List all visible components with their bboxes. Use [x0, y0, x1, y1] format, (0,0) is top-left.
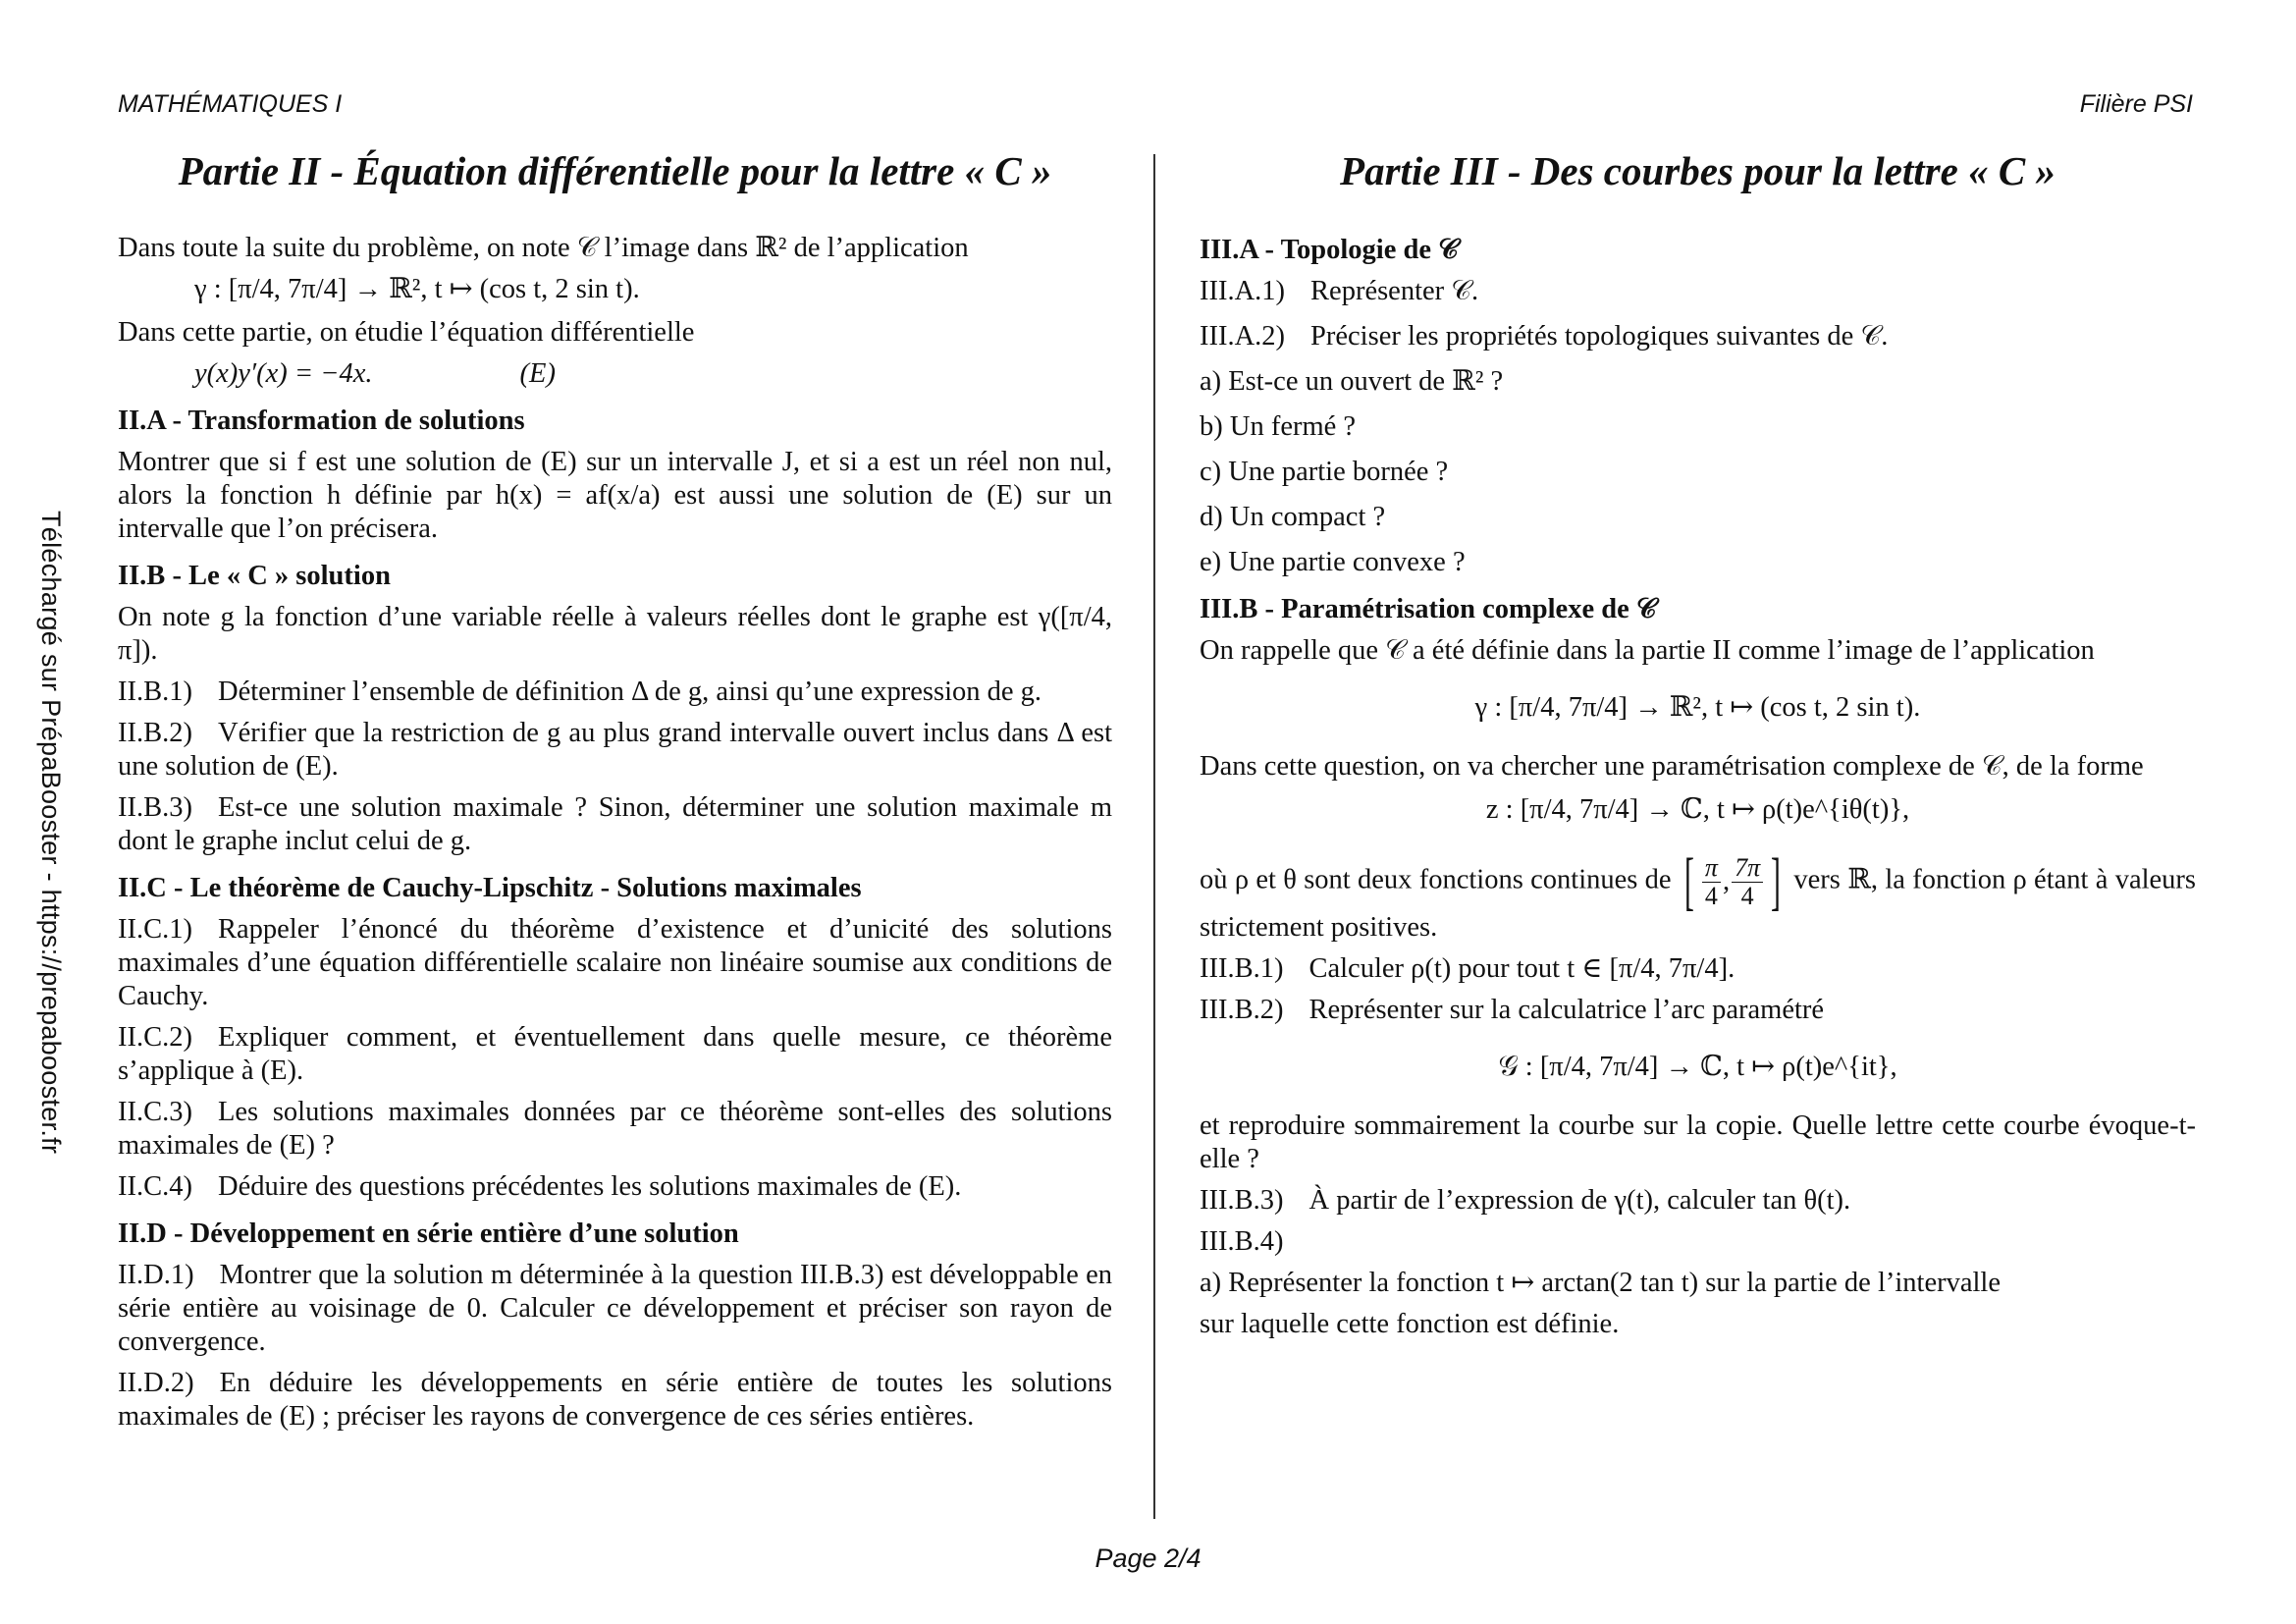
question-ii-c-2: [118, 1021, 1112, 1088]
question-label: II.C.4): [118, 1171, 192, 1202]
question-label: II.D.1): [118, 1260, 194, 1290]
question-text: Représenter 𝒞.: [1310, 276, 1479, 306]
section-iii-b-intro: On rappelle que 𝒞 a été définie dans la partie II comme l’image de l’application: [1200, 635, 2095, 666]
question-text: En déduire les développements en série entière de toutes les solutions maximales de (E) ; préciser les rayons de convergence de ces séries entières.: [118, 1368, 1112, 1432]
question-ii-c-3: [118, 1096, 1112, 1163]
section-ii-d-title: II.D - Développement en série entière d’une solution: [118, 1218, 739, 1249]
section-iii-a-title: III.A - Topologie de 𝒞: [1200, 235, 1459, 265]
question-text: Calculer ρ(t) pour tout t ∈ [π/4, 7π/4].: [1308, 953, 1735, 984]
section-iii-b-title: III.B - Paramétrisation complexe de 𝒞: [1200, 594, 1657, 624]
part-iii-title: Partie III - Des courbes pour la lettre « C »: [1340, 148, 2056, 193]
question-ii-d-1: [118, 1259, 1112, 1359]
question-iii-b-4-a-end: sur laquelle cette fonction est définie.: [1200, 1309, 1620, 1339]
question-text: Déterminer l’ensemble de définition Δ de g, ainsi qu’une expression de g.: [217, 677, 1042, 707]
question-label: III.B.3): [1200, 1185, 1284, 1216]
question-iii-a-2: [1200, 320, 2196, 353]
gamma-formula: γ : [π/4, 7π/4] → ℝ², t ↦ (cos t, 2 sin t).: [194, 274, 640, 304]
after-g-text: et reproduire sommairement la courbe sur la copie. Quelle lettre cette courbe évoque-t-elle ?: [1200, 1110, 2196, 1174]
question-label: II.B.1): [118, 677, 192, 707]
topology-item-e: e) Une partie convexe ?: [1200, 547, 1466, 577]
question-text: Expliquer comment, et éventuellement dans quelle mesure, ce théorème s’applique à (E).: [118, 1022, 1112, 1086]
question-text: À partir de l’expression de γ(t), calculer tan θ(t).: [1308, 1185, 1851, 1216]
question-ii-c-1: [118, 913, 1112, 1013]
question-label: II.C.2): [118, 1022, 192, 1053]
part-ii-title: Partie II - Équation différentielle pour la lettre « C »: [178, 148, 1052, 193]
question-text: Est-ce une solution maximale ? Sinon, déterminer une solution maximale m dont le graphe inclut celui de g.: [118, 792, 1112, 856]
question-label: II.D.2): [118, 1368, 194, 1398]
gamma-definition-recall: [1200, 691, 2196, 725]
section-ii-b-intro: On note g la fonction d’une variable réelle à valeurs réelles dont le graphe est γ([π/4, π]).: [118, 602, 1112, 666]
g-formula: 𝒢 : [π/4, 7π/4] → ℂ, t ↦ ρ(t)e^{it},: [1498, 1052, 1897, 1082]
section-ii-a-title: II.A - Transformation de solutions: [118, 406, 525, 436]
intro-3-part-a: où ρ et θ sont deux fonctions continues de: [1200, 864, 1672, 895]
question-iii-b-4: [1200, 1225, 2196, 1259]
intro-paragraph-2: Dans cette partie, on étudie l’équation différentielle: [118, 317, 695, 348]
question-label: II.C.1): [118, 914, 192, 945]
question-ii-d-2: [118, 1367, 1112, 1434]
question-iii-a-1: [1200, 275, 2196, 308]
question-label: II.C.3): [118, 1097, 192, 1127]
header-track: Filière PSI: [2079, 90, 2193, 118]
header-subject: MATHÉMATIQUES I: [118, 90, 343, 118]
question-label: III.B.2): [1200, 995, 1284, 1025]
g-curve-definition: [1200, 1051, 2196, 1084]
question-label: III.B.1): [1200, 953, 1284, 984]
question-label: III.A.1): [1200, 276, 1286, 306]
question-text: Représenter sur la calculatrice l’arc paramétré: [1308, 995, 1825, 1025]
question-ii-b-2: [118, 717, 1112, 784]
section-ii-c-title: II.C - Le théorème de Cauchy-Lipschitz - Solutions maximales: [118, 873, 862, 903]
question-iii-b-2: [1200, 994, 2196, 1027]
gamma-definition: [118, 273, 1112, 306]
question-label: II.B.2): [118, 718, 192, 748]
gamma-formula: γ : [π/4, 7π/4] → ℝ², t ↦ (cos t, 2 sin t).: [1474, 692, 1921, 723]
question-text: Montrer que la solution m déterminée à la question III.B.3) est développable en série entière au voisinage de 0. Calculer ce développement et préciser son rayon de convergence.: [118, 1260, 1112, 1357]
question-text: Vérifier que la restriction de g au plus grand intervalle ouvert inclus dans Δ est une solution de (E).: [118, 718, 1112, 782]
equation-label: (E): [519, 358, 556, 389]
section-iii-b-intro-3: [1200, 845, 2197, 945]
question-ii-b-1: [118, 676, 1112, 709]
question-iii-b-1: [1200, 952, 2196, 986]
question-iii-b-4-a: a) Représenter la fonction t ↦ arctan(2 tan t) sur la partie de l’intervalle: [1200, 1268, 2001, 1298]
question-ii-b-3: [118, 791, 1112, 858]
section-ii-a-text: Montrer que si f est une solution de (E) sur un intervalle J, et si a est un réel non nul, alors la fonction h définie par h(x) = af(x/a) est aussi une solution de (E) sur un intervalle que l’on précisera.: [118, 447, 1112, 544]
question-iii-b-3: [1200, 1184, 2196, 1218]
interval-pi4-7pi4: [ $\frac{\pi}{4}$ , $\frac{7\pi}{4}$ ]: [1683, 845, 1782, 917]
question-text: Préciser les propriétés topologiques suivantes de 𝒞.: [1310, 321, 1889, 352]
question-text: Les solutions maximales données par ce théorème sont-elles des solutions maximales de (E) ?: [118, 1097, 1112, 1161]
page-number: Page 2/4: [1095, 1543, 1201, 1573]
question-text: Déduire des questions précédentes les solutions maximales de (E).: [217, 1171, 962, 1202]
z-definition: [1200, 793, 2196, 827]
question-label: III.A.2): [1200, 321, 1286, 352]
side-watermark: Téléchargé sur PrépaBooster - https://prepabooster.fr: [36, 511, 66, 1155]
right-column: [1200, 147, 2196, 1349]
question-label: II.B.3): [118, 792, 192, 823]
left-column: [118, 147, 1112, 1441]
equation-e: [118, 357, 1112, 391]
column-divider: [1153, 154, 1155, 1519]
intro-paragraph: Dans toute la suite du problème, on note 𝒞 l’image dans ℝ² de l’application: [118, 233, 969, 263]
section-ii-b-title: II.B - Le « C » solution: [118, 561, 391, 591]
topology-item-b: b) Un fermé ?: [1200, 411, 1357, 442]
z-formula: z : [π/4, 7π/4] → ℂ, t ↦ ρ(t)e^{iθ(t)},: [1485, 794, 1910, 825]
topology-item-d: d) Un compact ?: [1200, 502, 1386, 532]
question-text: Rappeler l’énoncé du théorème d’existence et d’unicité des solutions maximales d’une équation différentielle scalaire non linéaire soumise aux conditions de Cauchy.: [118, 914, 1112, 1011]
question-ii-c-4: [118, 1170, 1112, 1204]
section-iii-b-intro-2: Dans cette question, on va chercher une paramétrisation complexe de 𝒞, de la forme: [1200, 751, 2144, 782]
topology-item-a: a) Est-ce un ouvert de ℝ² ?: [1200, 366, 1504, 397]
question-label: III.B.4): [1200, 1226, 1284, 1257]
equation-formula: y(x)y′(x) = −4x.: [194, 358, 373, 389]
topology-item-c: c) Une partie bornée ?: [1200, 457, 1449, 487]
intro-3-part-b: vers ℝ, la fonction ρ étant à valeurs strictement positives.: [1200, 864, 2197, 943]
